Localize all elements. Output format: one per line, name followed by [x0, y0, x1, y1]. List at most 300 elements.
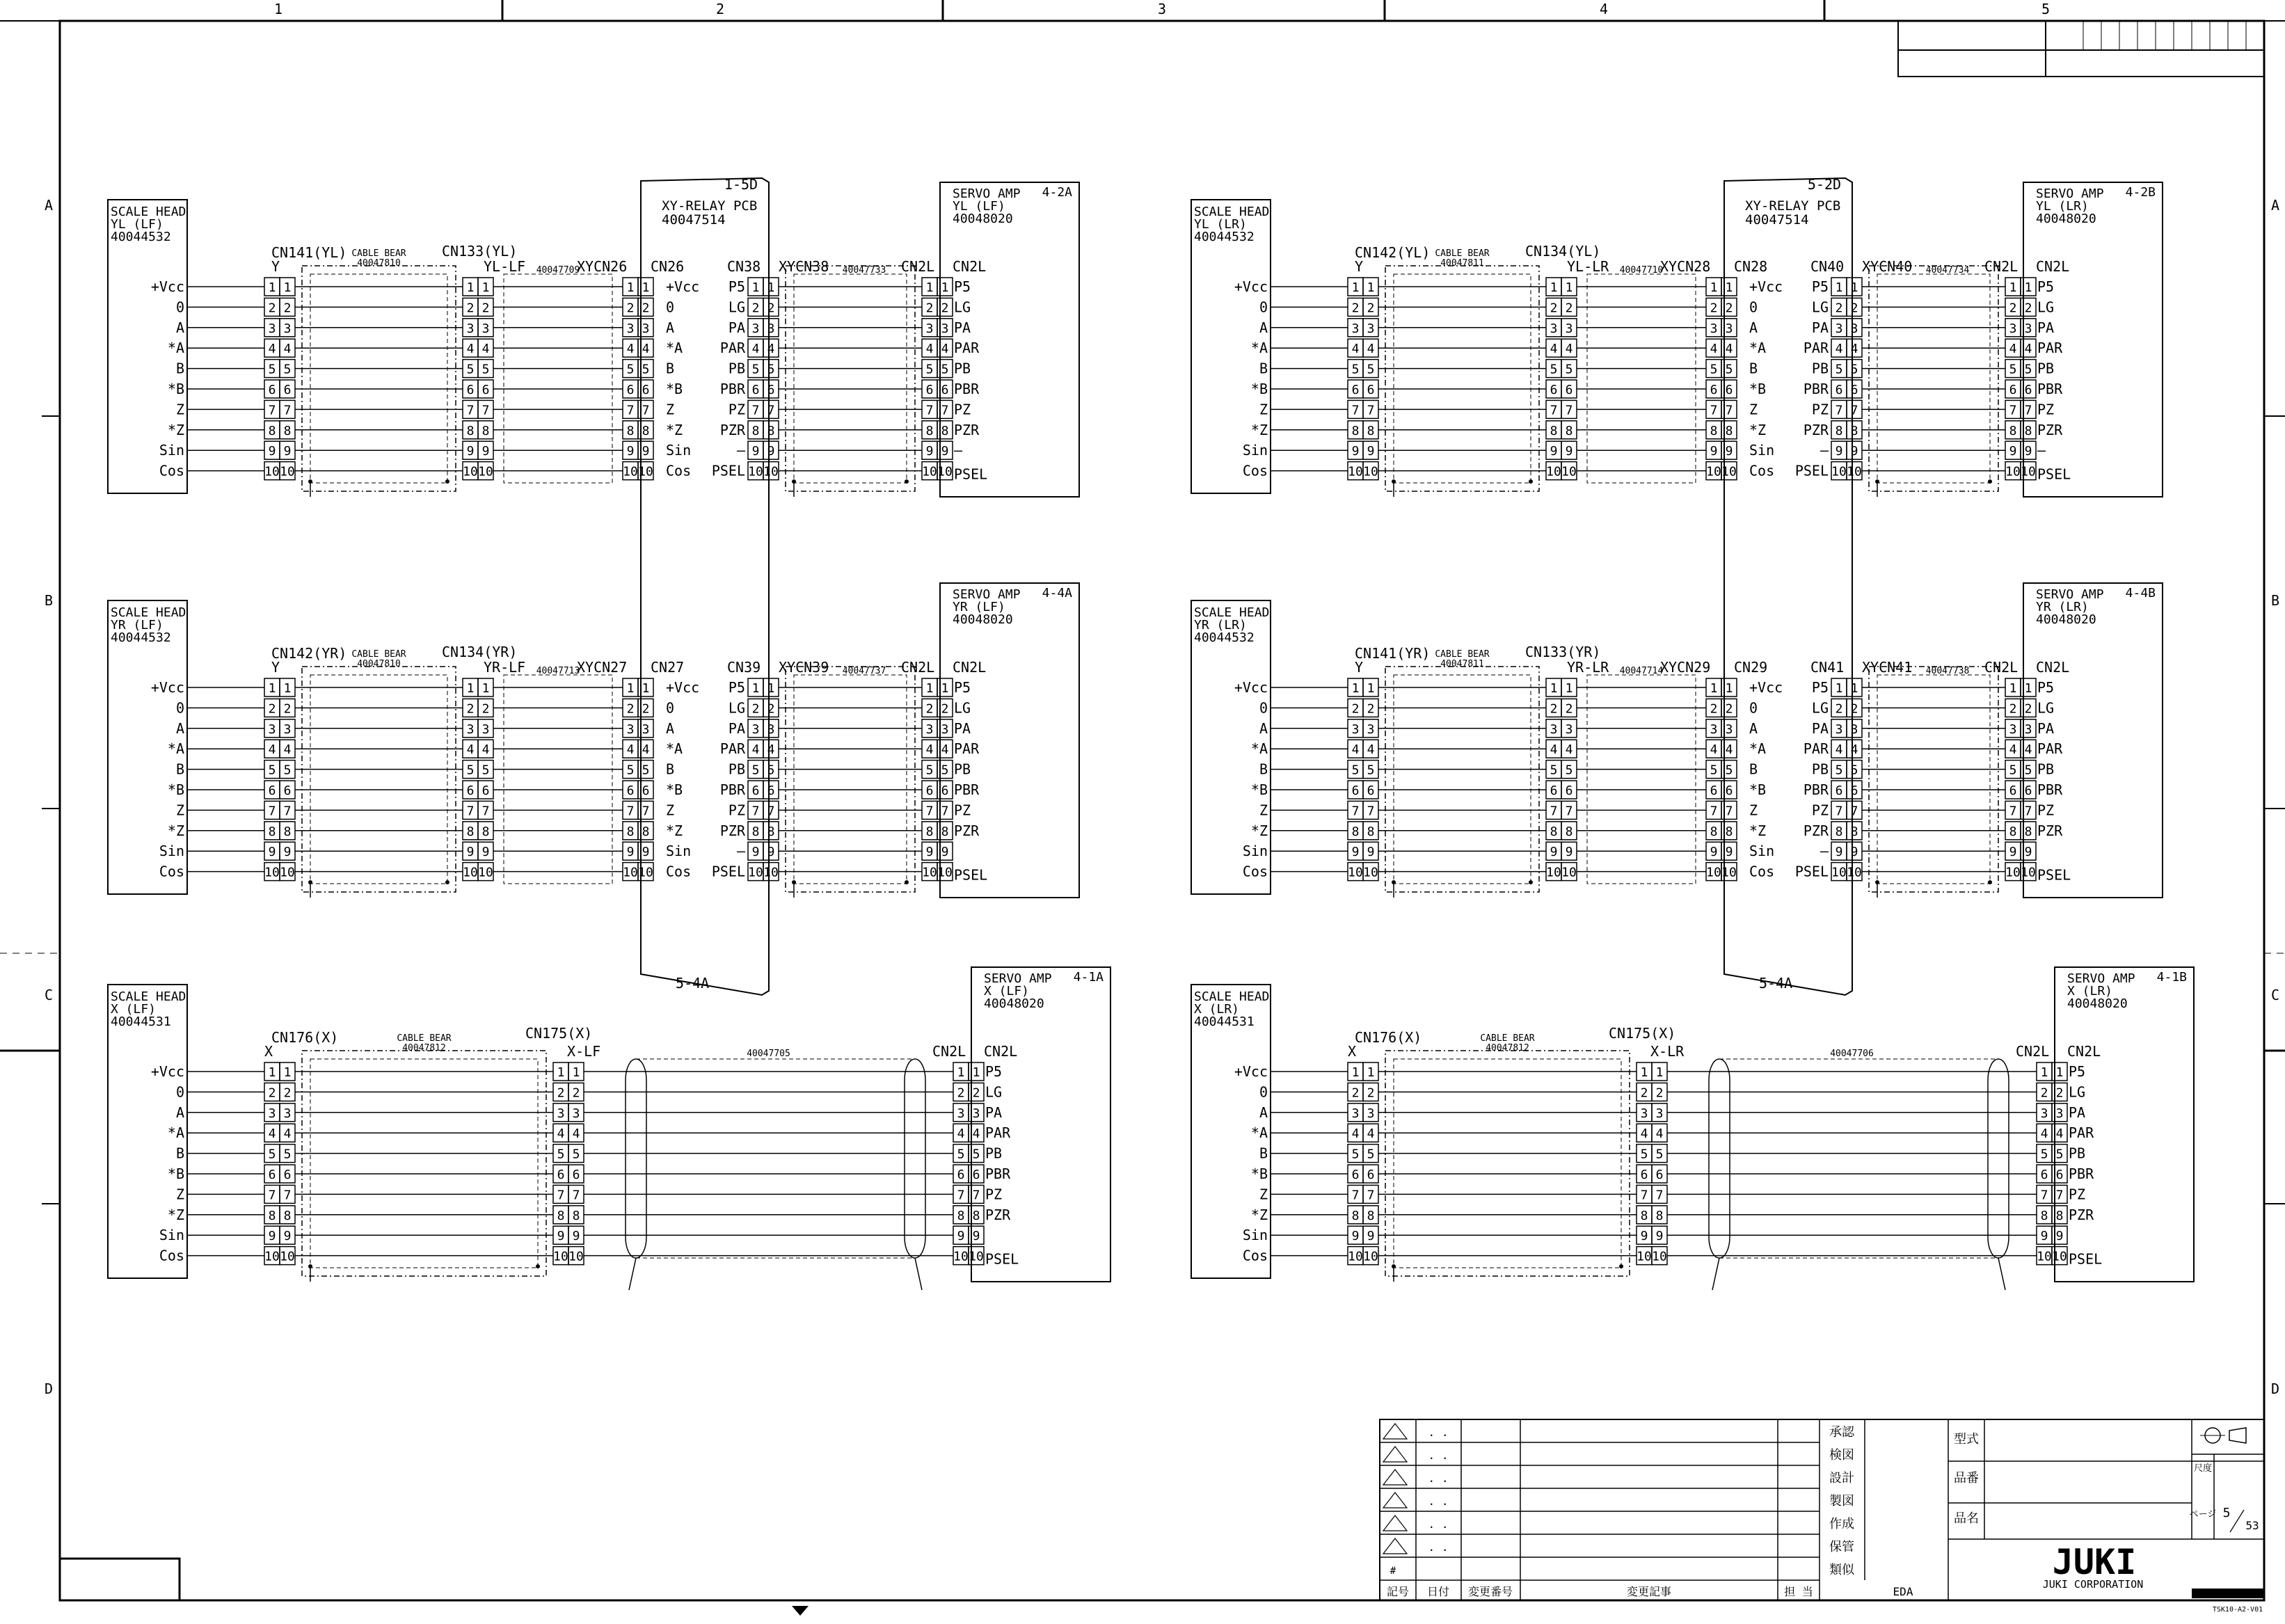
pin-number: 7 [1367, 1188, 1375, 1203]
row-label: C [2270, 987, 2280, 1003]
cable-sheath [1869, 266, 1998, 491]
pin-number: 5 [481, 763, 490, 778]
relay-signal: PAR [1803, 340, 1829, 357]
connector-label: XYCN26 [577, 258, 628, 275]
connector-label: Y [271, 659, 280, 676]
pin-number: 8 [1655, 1208, 1664, 1223]
pin-number: 2 [2009, 701, 2017, 717]
connector-label: XYCN41 [1862, 659, 1913, 676]
pin-number: 1 [1835, 280, 1843, 295]
revision-date: . . [1428, 1495, 1449, 1508]
pin-number: 8 [572, 1208, 580, 1223]
cable-sheath [786, 266, 915, 491]
amp-signal: P5 [2037, 679, 2055, 696]
amp-signal: – [2037, 442, 2046, 459]
pin-number: 5 [268, 1147, 276, 1162]
shield-dot [1875, 479, 1879, 484]
cable-shield [504, 675, 612, 884]
pin-number: 6 [1367, 783, 1375, 798]
pin-number: 4 [626, 742, 635, 758]
scale-head-axis: X (LR) [1194, 1002, 1240, 1017]
pin-number: 8 [751, 423, 760, 438]
pin-number: 6 [283, 783, 292, 798]
amp-signal: PBR [2037, 781, 2063, 798]
pin-number: 8 [481, 423, 490, 438]
pin-number: 5 [1550, 362, 1558, 377]
relay-signal: Sin [666, 843, 692, 860]
pin-number: 4 [1351, 1127, 1360, 1142]
pin-number: 5 [1367, 1147, 1375, 1162]
pin-number: 1 [925, 280, 934, 295]
amp-signal: PZR [2037, 421, 2063, 438]
pin-number: 3 [957, 1106, 965, 1121]
pin-number: 10 [763, 865, 779, 880]
pin-number: 2 [268, 701, 276, 717]
pin-number: 7 [466, 804, 475, 819]
pin-number: 2 [1640, 1085, 1648, 1101]
shield-drain [629, 1258, 636, 1290]
pin-number: 7 [481, 403, 490, 418]
scale-signal: Sin [159, 442, 184, 459]
pin-number: 9 [557, 1229, 565, 1244]
scale-signal: Z [1259, 401, 1268, 418]
scale-signal: Sin [159, 1227, 184, 1244]
title-block [1380, 1419, 2264, 1614]
pin-number: 2 [751, 301, 760, 316]
pin-number: 10 [638, 865, 653, 880]
pin-number: 2 [2024, 701, 2032, 717]
pin-number: 8 [2009, 423, 2017, 438]
pin-number: 9 [1550, 444, 1558, 459]
relay-signal: P5 [1811, 679, 1829, 696]
scale-signal: 0 [1259, 298, 1268, 316]
pin-number: 5 [466, 763, 475, 778]
pin-number: 6 [1565, 383, 1573, 397]
page-label: ページ [2189, 1509, 2217, 1520]
pin-number: 4 [1367, 742, 1375, 758]
pin-number: 4 [268, 1127, 276, 1142]
pin-number: 7 [481, 804, 490, 819]
relay-signal: B [666, 761, 675, 778]
cable-bear-part: 40047811 [1440, 659, 1484, 669]
scale-signal: Cos [1242, 1247, 1268, 1264]
pin-number: 9 [941, 845, 949, 860]
shield-drain [915, 1258, 922, 1290]
column-label: 5 [2041, 1, 2051, 17]
pin-number: 8 [268, 824, 276, 839]
approval-label: 製図 [1829, 1494, 1854, 1508]
pin-number: 7 [1835, 804, 1843, 819]
pin-number: 5 [1835, 362, 1843, 377]
relay-signal: PB [1811, 761, 1829, 778]
pin-number: 8 [1710, 824, 1718, 839]
pin-number: 5 [626, 763, 635, 778]
pin-number: 9 [1725, 444, 1733, 459]
connector-label: CN176(X) [271, 1029, 339, 1046]
pin-number: 8 [626, 423, 635, 438]
pin-number: 4 [2055, 1127, 2064, 1142]
connector-label: Y [1355, 659, 1364, 676]
scale-signal: Cos [159, 1247, 184, 1264]
pin-number: 7 [1725, 804, 1733, 819]
connector-label: YL-LR [1567, 258, 1609, 275]
relay-signal: PZR [1803, 421, 1829, 438]
scale-signal: +Vcc [150, 278, 184, 295]
scale-signal: *Z [167, 1206, 184, 1223]
pin-number: 7 [268, 1188, 276, 1203]
connector-label: CN27 [651, 659, 685, 676]
pin-number: 5 [283, 1147, 292, 1162]
pin-number: 5 [557, 1147, 565, 1162]
pin-number: 5 [925, 763, 934, 778]
pin-number: 4 [1550, 742, 1558, 758]
cable-part: 40047710 [1619, 265, 1664, 276]
cable-sheath [1385, 266, 1539, 491]
scale-head-axis: YR (LR) [1194, 618, 1247, 632]
pin-number: 10 [1546, 464, 1561, 479]
pin-number: 2 [957, 1085, 965, 1101]
pin-number: 6 [1725, 783, 1733, 798]
cable-bear-part: 40047810 [357, 659, 401, 669]
pin-number: 2 [1565, 301, 1573, 316]
pin-number: 10 [922, 464, 937, 479]
pin-number: 10 [937, 464, 953, 479]
pin-number: 3 [1565, 321, 1573, 336]
pin-number: 3 [1367, 722, 1375, 737]
amp-signal: PZ [2037, 802, 2055, 819]
pin-number: 4 [1835, 342, 1843, 357]
relay-signal: – [1820, 843, 1829, 860]
sheet-reference: 4-4A [1042, 586, 1072, 600]
pin-number: 6 [626, 783, 635, 798]
pin-number: 2 [642, 701, 650, 717]
relay-signal: PZR [719, 822, 745, 839]
amp-signal: PBR [985, 1165, 1011, 1182]
relay-signal: Cos [666, 462, 692, 479]
pin-number: 6 [572, 1168, 580, 1182]
pin-number: 5 [2009, 362, 2017, 377]
cable-sheath [1869, 667, 1998, 892]
pin-number: 8 [767, 824, 775, 839]
scale-signal: Cos [159, 863, 184, 880]
amp-signal: PB [954, 360, 971, 377]
pin-number: 2 [572, 1085, 580, 1101]
relay-signal: PAR [1803, 740, 1829, 758]
pin-number: 3 [767, 321, 775, 336]
scale-signal: *B [167, 1165, 184, 1182]
pin-number: 8 [2024, 824, 2032, 839]
pin-number: 6 [642, 383, 650, 397]
cable-bear-part: 40047810 [357, 258, 401, 269]
pin-number: 9 [1367, 845, 1375, 860]
pin-number: 10 [1721, 464, 1737, 479]
cable-sheath [302, 266, 456, 491]
connector-label: CN2L [1984, 659, 2019, 676]
pin-number: 5 [481, 362, 490, 377]
relay-signal: B [1749, 360, 1758, 377]
pin-number: 7 [283, 804, 292, 819]
pin-number: 9 [1835, 444, 1843, 459]
pin-number: 4 [767, 742, 775, 758]
connector-label: CN2L [2067, 1043, 2101, 1060]
pin-number: 1 [1565, 280, 1573, 295]
scale-head-part: 40044531 [111, 1014, 171, 1029]
pin-number: 1 [1367, 280, 1375, 295]
rev-header: 変更番号 [1467, 1585, 1513, 1598]
amp-signal: PSEL [954, 465, 988, 483]
amp-signal: P5 [2037, 278, 2055, 295]
pin-number: 1 [283, 1065, 292, 1080]
scale-signal: Z [175, 401, 184, 418]
amp-signal: P5 [954, 278, 971, 295]
amp-signal: PBR [954, 781, 980, 798]
pin-number: 9 [481, 444, 490, 459]
pin-number: 8 [1565, 824, 1573, 839]
pin-number: 5 [941, 362, 949, 377]
pin-number: 3 [1351, 1106, 1360, 1121]
pin-number: 10 [748, 865, 763, 880]
pin-number: 8 [2009, 824, 2017, 839]
shield-dot [792, 479, 796, 484]
pin-number: 4 [481, 342, 490, 357]
pin-number: 10 [1847, 865, 1862, 880]
scale-signal: Sin [1242, 1227, 1268, 1244]
cable-sheath [786, 667, 915, 892]
pin-number: 5 [2024, 362, 2032, 377]
pin-number: 8 [751, 824, 760, 839]
pin-number: 4 [572, 1127, 580, 1142]
pin-number: 4 [466, 742, 475, 758]
amp-signal: PB [2037, 360, 2055, 377]
approval-label: 検図 [1829, 1448, 1854, 1463]
pin-number: 6 [1655, 1168, 1664, 1182]
pin-number: 4 [626, 342, 635, 357]
scale-signal: A [175, 1104, 184, 1121]
pin-number: 1 [1565, 681, 1573, 696]
pin-number: 2 [2040, 1085, 2048, 1101]
pin-number: 8 [1850, 423, 1858, 438]
pin-number: 2 [1655, 1085, 1664, 1101]
pin-number: 1 [2040, 1065, 2048, 1080]
pin-number: 4 [466, 342, 475, 357]
pin-number: 7 [1850, 403, 1858, 418]
row-label: C [44, 987, 54, 1003]
pin-number: 9 [626, 845, 635, 860]
pin-number: 3 [466, 321, 475, 336]
cable-part: 40047714 [1619, 666, 1664, 676]
pin-number: 10 [1706, 464, 1721, 479]
pin-number: 7 [2024, 403, 2032, 418]
pin-number: 1 [268, 1065, 276, 1080]
pin-number: 6 [1367, 383, 1375, 397]
relay-signal: A [1749, 319, 1758, 336]
relay-signal: PA [728, 719, 745, 737]
pin-number: 8 [1725, 423, 1733, 438]
pin-number: 8 [642, 824, 650, 839]
pin-number: 5 [466, 362, 475, 377]
amp-signal: PSEL [954, 866, 988, 884]
pin-number: 3 [1850, 722, 1858, 737]
pin-number: 4 [2009, 742, 2017, 758]
pin-number: 1 [2055, 1065, 2064, 1080]
amp-signal: LG [2037, 699, 2055, 717]
pin-number: 3 [1367, 1106, 1375, 1121]
shield-dot [308, 1264, 312, 1268]
servo-amp-part: 40048020 [953, 212, 1013, 226]
pin-number: 1 [2009, 681, 2017, 696]
cable-shield [794, 274, 907, 483]
pin-number: 2 [1565, 701, 1573, 717]
pin-number: 3 [626, 722, 635, 737]
cable-shield [1394, 675, 1531, 884]
amp-signal: PSEL [2037, 866, 2071, 884]
pin-number: 5 [751, 763, 760, 778]
pin-number: 10 [553, 1249, 568, 1264]
scale-signal: Z [175, 1186, 184, 1203]
cable-shield-end [1988, 1059, 2009, 1258]
scale-signal: Z [1259, 802, 1268, 819]
amp-signal: PAR [954, 740, 980, 758]
pin-number: 4 [1351, 342, 1360, 357]
cable-part: 40047705 [747, 1049, 790, 1059]
amp-signal: PA [954, 719, 971, 737]
revision-triangle [1383, 1424, 1407, 1439]
servo-amp-title: SERVO AMP [984, 971, 1052, 986]
pin-number: 1 [1725, 280, 1733, 295]
pin-number: 5 [767, 362, 775, 377]
pin-number: 6 [1550, 383, 1558, 397]
relay-signal: *A [1749, 740, 1767, 758]
pin-number: 4 [1850, 742, 1858, 758]
pin-number: 1 [972, 1065, 980, 1080]
pin-number: 9 [268, 444, 276, 459]
pin-number: 6 [2040, 1168, 2048, 1182]
pin-number: 2 [972, 1085, 980, 1101]
pin-number: 4 [642, 342, 650, 357]
pin-number: 10 [1348, 464, 1363, 479]
pin-number: 4 [283, 742, 292, 758]
pin-number: 2 [1367, 301, 1375, 316]
amp-signal: PBR [2037, 381, 2063, 397]
row-label: B [2270, 592, 2280, 609]
relay-signal: *Z [1749, 822, 1767, 839]
pin-number: 5 [1835, 763, 1843, 778]
pin-number: 8 [925, 824, 934, 839]
scale-signal: *B [1250, 781, 1268, 798]
part-number-label: 品番 [1954, 1471, 1979, 1486]
relay-signal: *B [666, 781, 683, 798]
pin-number: 4 [1655, 1127, 1664, 1142]
pin-number: 6 [767, 383, 775, 397]
pin-number: 4 [1565, 342, 1573, 357]
cable-part: 40047713 [536, 666, 580, 676]
pin-number: 7 [268, 804, 276, 819]
pin-number: 4 [751, 342, 760, 357]
pin-number: 9 [1725, 845, 1733, 860]
pin-number: 1 [572, 1065, 580, 1080]
pin-number: 1 [1351, 1065, 1360, 1080]
y-axis-circuit [108, 182, 1079, 497]
pin-number: 4 [2040, 1127, 2048, 1142]
connector-label: X [264, 1043, 273, 1060]
pin-number: 6 [1367, 1168, 1375, 1182]
relay-signal: *Z [1749, 421, 1767, 438]
pin-number: 10 [1348, 865, 1363, 880]
pin-number: 2 [1710, 301, 1718, 316]
relay-signal: LG [1811, 298, 1829, 316]
relay-signal: *A [666, 740, 683, 758]
relay-signal: LG [728, 699, 745, 717]
amp-signal: PB [985, 1145, 1003, 1162]
sheet-reference: 5-2D [1807, 176, 1842, 193]
pin-number: 9 [283, 444, 292, 459]
scale-signal: Z [1259, 1186, 1268, 1203]
pin-number: 1 [925, 681, 934, 696]
form-number: TSK10-A2-V01 [2212, 1606, 2263, 1614]
servo-amp-part: 40048020 [953, 612, 1013, 627]
pin-number: 2 [941, 701, 949, 717]
amp-signal: PAR [985, 1124, 1011, 1142]
pin-number: 7 [941, 403, 949, 418]
pin-number: 7 [1565, 804, 1573, 819]
pin-number: 6 [268, 783, 276, 798]
amp-signal: PAR [2037, 740, 2063, 758]
pin-number: 10 [1561, 865, 1577, 880]
pin-number: 6 [626, 383, 635, 397]
relay-signal: B [1749, 761, 1758, 778]
amp-signal: PAR [954, 340, 980, 357]
relay-signal: PSEL [1794, 863, 1829, 880]
pin-number: 2 [268, 1085, 276, 1101]
approval-label: 承認 [1829, 1425, 1854, 1440]
scale-signal: 0 [175, 699, 184, 717]
pin-number: 1 [1351, 681, 1360, 696]
shield-dot [536, 1264, 540, 1268]
pin-number: 9 [572, 1229, 580, 1244]
shield-dot [1988, 880, 1992, 884]
pin-number: 2 [1550, 301, 1558, 316]
pin-number: 4 [767, 342, 775, 357]
relay-signal: Sin [666, 442, 692, 459]
pin-number: 10 [2037, 1249, 2052, 1264]
row-label: D [2270, 1380, 2280, 1397]
pin-number: 8 [466, 824, 475, 839]
pin-number: 6 [481, 383, 490, 397]
amp-signal: LG [954, 298, 971, 316]
amp-signal: PZR [985, 1206, 1011, 1223]
pin-number: 1 [1367, 681, 1375, 696]
pin-number: 7 [1725, 403, 1733, 418]
pin-number: 10 [2021, 464, 2036, 479]
pin-number: 7 [972, 1188, 980, 1203]
scale-signal: Z [175, 802, 184, 819]
relay-signal: PZ [728, 401, 745, 418]
pin-number: 9 [941, 444, 949, 459]
pin-number: 10 [2005, 865, 2021, 880]
pin-number: 3 [1351, 321, 1360, 336]
pin-number: 8 [941, 423, 949, 438]
cable-sheath [1385, 1051, 1630, 1276]
connector-label: X [1348, 1043, 1357, 1060]
pin-number: 8 [642, 423, 650, 438]
pin-number: 3 [1565, 722, 1573, 737]
pin-number: 1 [481, 681, 490, 696]
pin-number: 8 [2055, 1208, 2064, 1223]
pin-number: 3 [1710, 722, 1718, 737]
pin-number: 4 [2009, 342, 2017, 357]
pin-number: 9 [642, 845, 650, 860]
pin-number: 5 [283, 362, 292, 377]
